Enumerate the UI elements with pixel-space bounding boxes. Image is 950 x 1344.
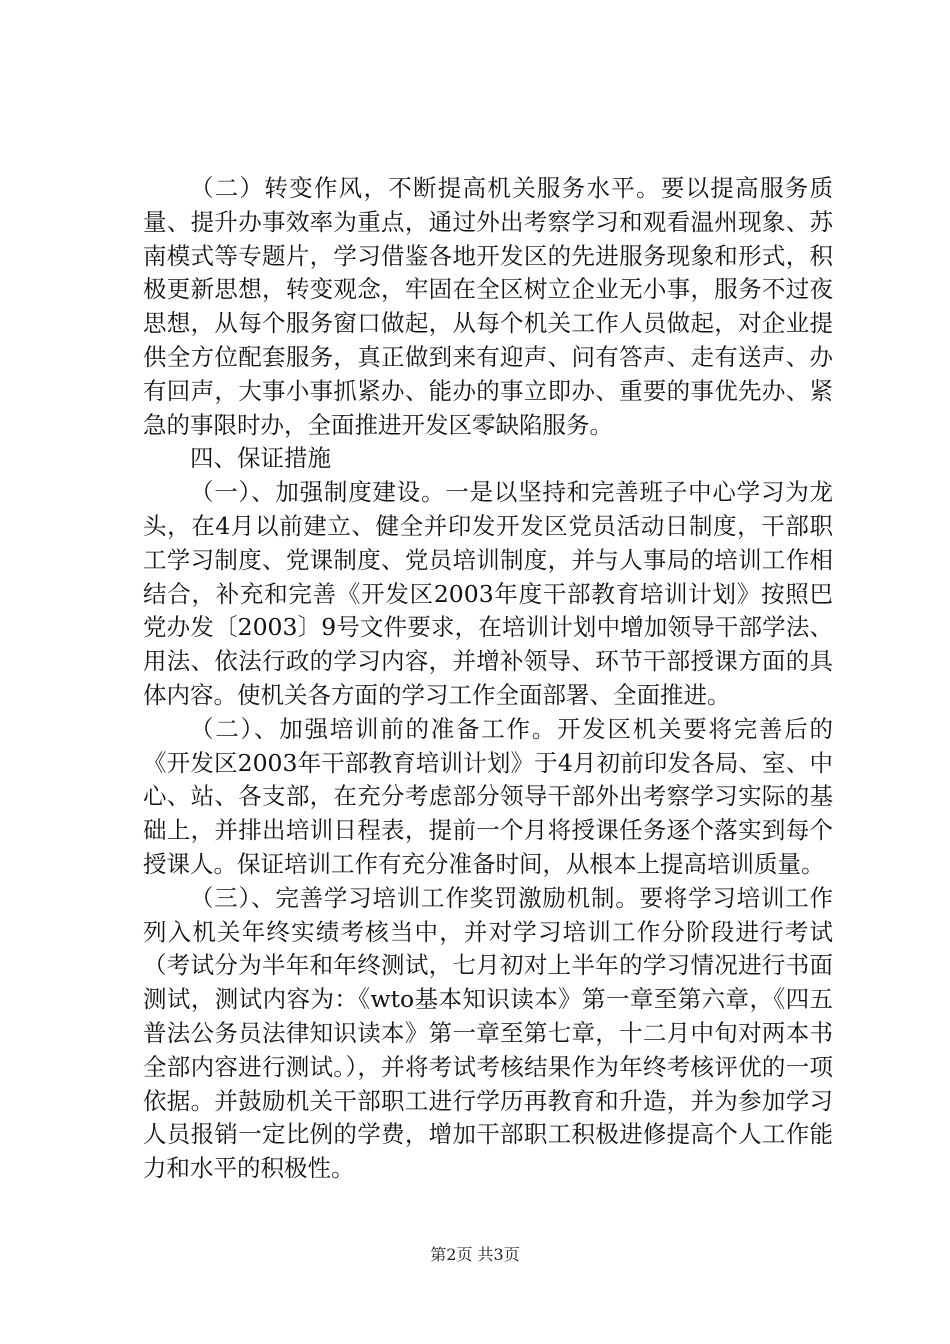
page-footer: 第2页 共3页 [430,1245,520,1264]
paragraph-service-style: （二）转变作风，不断提高机关服务水平。要以提高服务质量、提升办事效率为重点，通过外出考察学习和观看温州现象、苏南模式等专题片，学习借鉴各地开发区的先进服务现象和形式，积极更新思想，转变观念，牢固在全区树立企业无小事，服务不过夜思想，从每个服务窗口做起，从每个机关工作人员做起，对企业提供全方位配套服务，真正做到来有迎声、问有答声、走有送声、办有回声，大事小事抓紧办、能办的事立即办、重要的事优先办、紧急的事限时办，全面推进开发区零缺陷服务。 [143,174,833,439]
paragraph-system-building: （一）、加强制度建设。一是以坚持和完善班子中心学习为龙头，在4月以前建立、健全并印发开发区党员活动日制度，干部职工学习制度、党课制度、党员培训制度，并与人事局的培训工作相结合，补充和完善《开发区2003年度干部教育培训计划》按照巴党办发〔2003〕9号文件要求，在培训计划中增加领导干部学法、用法、依法行政的学习内容，并增补领导、环节干部授课方面的具体内容。使机关各方面的学习工作全面部署、全面推进。 [143,478,833,709]
section-heading-guarantee-measures: 四、保证措施 [190,444,331,473]
paragraph-incentive-mechanism: （三）、完善学习培训工作奖罚激励机制。要将学习培训工作列入机关年终实绩考核当中，并对学习培训工作分阶段进行考试（考试分为半年和年终测试，七月初对上半年的学习情况进行书面测试，测试内容为：《wto基本知识读本》第一章至第六章，《四五普法公务员法律知识读本》第一章至第七章，十二月中旬对两本书全部内容进行测试。），并将考试考核结果作为年终考核评优的一项依据。并鼓励机关干部职工进行学历再教育和升造，并为参加学习人员报销一定比例的学费，增加干部职工积极进修提高个人工作能力和水平的积极性。 [143,883,833,1183]
paragraph-training-preparation: （二）、加强培训前的准备工作。开发区机关要将完善后的《开发区2003年干部教育培训计划》于4月初前印发各局、室、中心、站、各支部，在充分考虑部分领导干部外出考察学习实际的基础上，并排出培训日程表，提前一个月将授课任务逐个落实到每个授课人。保证培训工作有充分准备时间，从根本上提高培训质量。 [143,714,833,878]
document-body [143,172,833,1186]
